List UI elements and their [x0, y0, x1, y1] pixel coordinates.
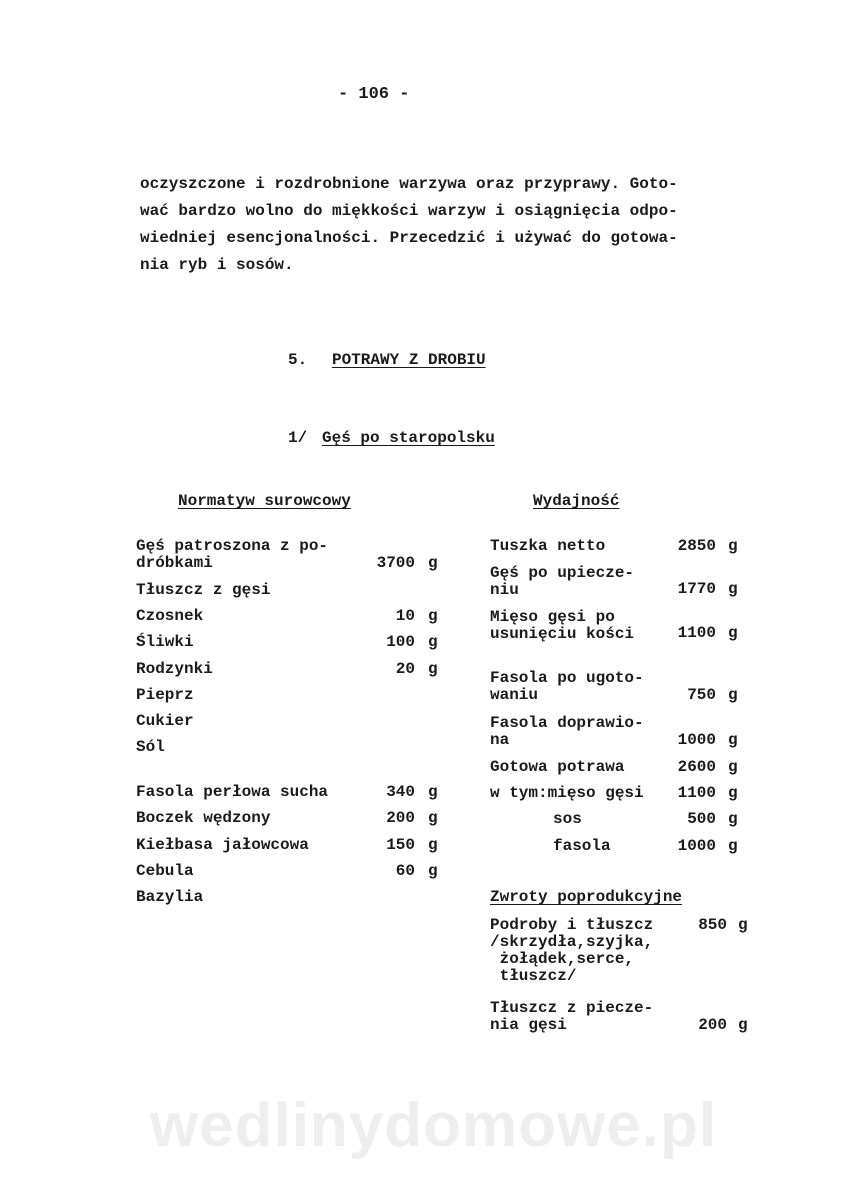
left-item-name: Kiełbasa jałowcowa [136, 836, 309, 854]
left-item-name: Bazylia [136, 888, 204, 906]
right-item-name: sos [553, 810, 582, 828]
returns-header: Zwroty poprodukcyjne [490, 888, 683, 906]
left-item-unit: g [428, 783, 438, 801]
right-column-header: Wydajność [533, 492, 620, 510]
right-item-name: Mięso gęsi po usunięciu kości [490, 608, 635, 643]
right-item-name: w tym:mięso gęsi [490, 784, 644, 802]
section-number: 5. [288, 351, 308, 369]
intro-line-3: wiedniej esencjonalności. Przecedzić i używać do gotowa- [140, 229, 678, 247]
left-item-name: Śliwki [136, 633, 194, 651]
recipe-title: Gęś po staropolsku [322, 429, 495, 447]
left-item-name: Boczek wędzony [136, 809, 271, 827]
right-item-unit: g [728, 537, 738, 555]
right-item-qty: 1100 [677, 784, 716, 802]
left-item-unit: g [428, 607, 438, 625]
right-item-qty: 1000 [677, 731, 716, 749]
left-item-unit: g [428, 836, 438, 854]
right-item-unit: g [728, 784, 738, 802]
left-item-qty: 150 [386, 836, 415, 854]
right-item-name: fasola [553, 837, 611, 855]
right-item-unit: g [728, 580, 738, 598]
right-item-qty: 1100 [677, 624, 716, 642]
right-item-name: Gotowa potrawa [490, 758, 625, 776]
left-item-qty: 100 [386, 633, 415, 651]
watermark-text: wedlinydomowe.pl [149, 1091, 718, 1160]
right-item-qty: 750 [687, 686, 716, 704]
left-item-name: Pieprz [136, 686, 194, 704]
returns-item-unit: g [738, 1016, 748, 1034]
intro-line-4: nia ryb i sosów. [140, 256, 294, 274]
right-item-unit: g [728, 758, 738, 776]
left-item-qty: 20 [395, 660, 415, 678]
intro-line-2: wać bardzo wolno do miękkości warzyw i osiągnięcia odpo- [140, 202, 678, 220]
right-item-qty: 1770 [677, 580, 716, 598]
section-title: POTRAWY Z DROBIU [332, 351, 486, 369]
right-item-name: Tuszka netto [490, 537, 606, 555]
returns-item-qty: 200 [698, 1016, 727, 1034]
left-item-qty: 200 [386, 809, 415, 827]
left-item-qty: 10 [395, 607, 415, 625]
left-column-header: Normatyw surowcowy [178, 492, 351, 510]
returns-item-qty: 850 [698, 916, 727, 934]
right-item-unit: g [728, 686, 738, 704]
left-item-unit: g [428, 660, 438, 678]
left-item-name: Rodzynki [136, 660, 213, 678]
left-item-qty: 60 [395, 862, 415, 880]
left-item-unit: g [428, 554, 438, 572]
right-item-unit: g [728, 731, 738, 749]
right-item-unit: g [728, 837, 738, 855]
page-number: - 106 - [338, 85, 410, 104]
right-item-qty: 500 [687, 810, 716, 828]
left-item-unit: g [428, 633, 438, 651]
left-item-name: Cukier [136, 712, 194, 730]
left-item-qty: 340 [386, 783, 415, 801]
left-item-unit: g [428, 809, 438, 827]
right-item-unit: g [728, 624, 738, 642]
right-item-qty: 1000 [677, 837, 716, 855]
right-item-name: Fasola doprawio- na [490, 714, 644, 749]
right-item-qty: 2850 [677, 537, 716, 555]
left-item-name: Gęś patroszona z po- dróbkami [136, 537, 329, 572]
left-item-name: Czosnek [136, 607, 204, 625]
right-item-unit: g [728, 810, 738, 828]
recipe-number: 1/ [288, 429, 308, 447]
right-item-qty: 2600 [677, 758, 716, 776]
right-item-name: Fasola po ugoto- waniu [490, 669, 644, 704]
left-item-name: Fasola perłowa sucha [136, 783, 329, 801]
left-item-name: Tłuszcz z gęsi [136, 581, 271, 599]
left-item-name: Sól [136, 738, 165, 756]
returns-item-name: Podroby i tłuszcz /skrzydła,szyjka, żołądek,serce, tłuszcz/ [490, 916, 654, 985]
right-item-name: Gęś po upiecze- niu [490, 564, 635, 599]
left-item-name: Cebula [136, 862, 194, 880]
left-item-qty: 3700 [376, 554, 415, 572]
returns-item-name: Tłuszcz z piecze- nia gęsi [490, 999, 654, 1034]
returns-item-unit: g [738, 916, 748, 934]
intro-line-1: oczyszczone i rozdrobnione warzywa oraz przyprawy. Goto- [140, 175, 678, 193]
left-item-unit: g [428, 862, 438, 880]
